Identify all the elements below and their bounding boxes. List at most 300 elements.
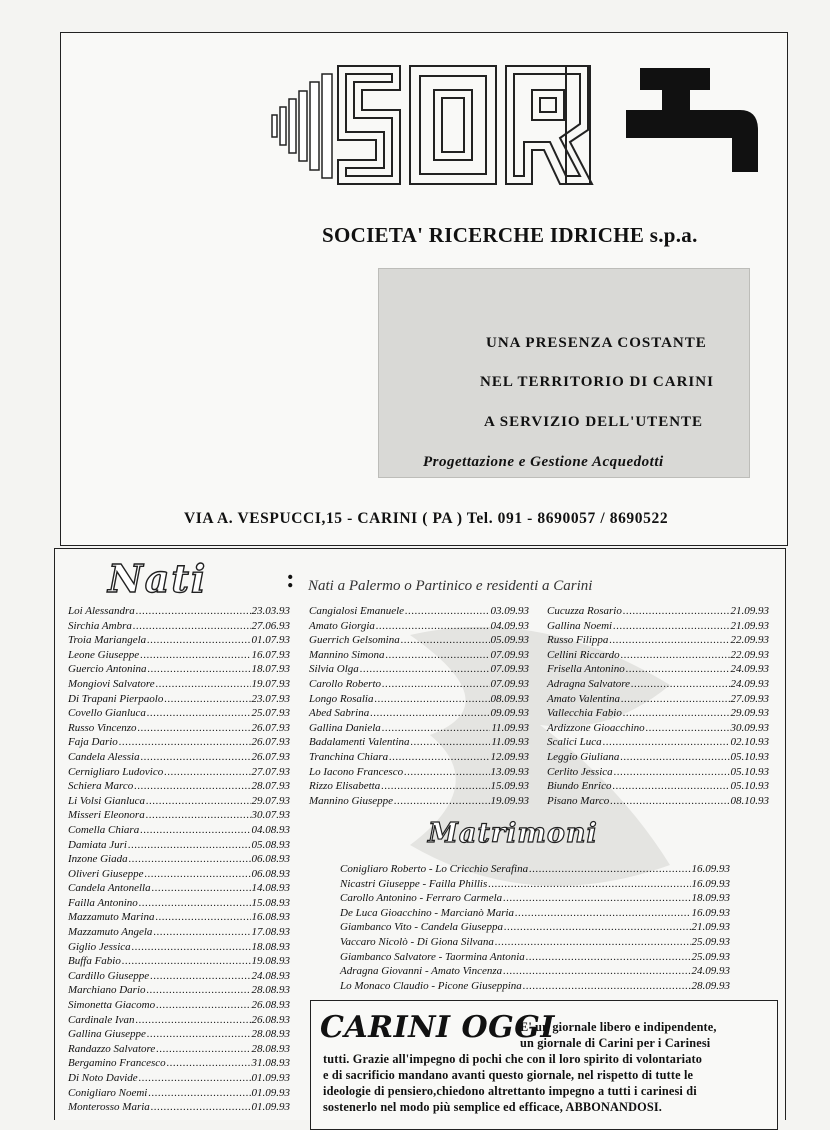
dot-leader [139, 1071, 251, 1086]
entry-name: Guerrich Gelsomina [309, 634, 400, 647]
dot-leader [382, 721, 491, 736]
nati-subtitle: Nati a Palermo o Partinico e residenti a Carini [308, 578, 593, 594]
entry-name: Schiera Marco [68, 780, 134, 793]
birth-entry [547, 619, 769, 634]
dot-leader [151, 1100, 251, 1115]
entry-date: 28.08.93 [251, 1028, 290, 1041]
entry-date: 26.07.93 [251, 736, 290, 749]
entry-name: Nicastri Giuseppe - Failla Phillis [340, 877, 488, 890]
entry-date: 28.09.93 [691, 979, 730, 992]
births-column-3 [547, 604, 769, 808]
entry-date: 24.09.93 [730, 677, 769, 690]
entry-date: 22.09.93 [730, 634, 769, 647]
entry-date: 07.09.93 [490, 648, 529, 661]
entry-date: 25.09.93 [691, 950, 730, 963]
entry-name: Longo Rosalia [309, 692, 374, 705]
birth-entry [68, 954, 290, 969]
matrimoni-title: Matrimoni [428, 818, 598, 849]
dot-leader [612, 779, 729, 794]
entry-name: Adragna Giovanni - Amato Vincenza [340, 965, 503, 978]
birth-entry [68, 721, 290, 736]
marriages-list [340, 862, 730, 993]
birth-entry [309, 706, 529, 721]
entry-date: 28.08.93 [251, 984, 290, 997]
dot-leader [503, 964, 690, 979]
entry-date: 15.08.93 [251, 896, 290, 909]
birth-entry [68, 1027, 290, 1042]
dot-leader [385, 648, 489, 663]
entry-date: 13.09.93 [490, 765, 529, 778]
birth-entry [68, 794, 290, 809]
dot-leader [515, 906, 690, 921]
sori-logo [270, 60, 770, 200]
dot-leader [147, 983, 251, 998]
birth-entry [547, 633, 769, 648]
entry-date: 02.10.93 [730, 736, 769, 749]
entry-name: Marchiano Dario [68, 984, 146, 997]
entry-date: 07.09.93 [490, 663, 529, 676]
entry-date: 01.09.93 [251, 1086, 290, 1099]
entry-date: 18.08.93 [251, 940, 290, 953]
dot-leader [411, 735, 491, 750]
marriage-entry [340, 935, 730, 950]
dot-leader [381, 779, 489, 794]
entry-date: 05.10.93 [730, 750, 769, 763]
dot-leader [164, 765, 250, 780]
dot-leader [129, 852, 251, 867]
dot-leader [134, 779, 250, 794]
entry-date: 06.08.93 [251, 853, 290, 866]
entry-date: 21.09.93 [730, 619, 769, 632]
entry-name: Oliveri Giuseppe [68, 867, 144, 880]
carini-oggi-logo: CARINI OGGI [320, 1010, 555, 1045]
nati-title: Nati [108, 556, 208, 601]
entry-name: Lo Iacono Francesco [309, 765, 404, 778]
oggi-text-line: sostenerlo nel modo più semplice ed efficace, ABBONANDOSI. [323, 1100, 662, 1114]
birth-entry [68, 1100, 290, 1115]
dot-leader [132, 940, 251, 955]
entry-name: Gallina Noemi [547, 619, 613, 632]
dot-leader [609, 633, 729, 648]
birth-entry [68, 750, 290, 765]
entry-date: 29.09.93 [730, 707, 769, 720]
dot-leader [139, 896, 251, 911]
entry-name: Conigliaro Roberto - Lo Cricchio Serafina [340, 863, 529, 875]
birth-entry [68, 867, 290, 882]
entry-date: 29.07.93 [251, 794, 290, 807]
entry-name: Cellini Riccardo [547, 648, 620, 661]
dot-leader [164, 692, 250, 707]
entry-date: 30.07.93 [251, 809, 290, 822]
dot-leader [488, 877, 690, 892]
birth-entry [309, 794, 529, 809]
entry-date: 18.07.93 [251, 663, 290, 676]
entry-date: 04.09.93 [490, 619, 529, 632]
entry-date: 24.08.93 [251, 969, 290, 982]
entry-name: Faja Dario [68, 736, 118, 749]
entry-date: 24.09.93 [691, 965, 730, 978]
dot-leader [138, 721, 251, 736]
dot-leader [529, 862, 690, 877]
dot-leader [146, 808, 251, 823]
birth-entry [309, 779, 529, 794]
entry-name: Mazzamuto Angela [68, 926, 153, 939]
dot-leader [144, 867, 250, 882]
entry-name: Cernigliaro Ludovico [68, 765, 164, 778]
birth-entry [309, 765, 529, 780]
entry-date: 05.08.93 [251, 838, 290, 851]
birth-entry [309, 692, 529, 707]
nati-colon: : [286, 564, 295, 593]
entry-name: Lo Monaco Claudio - Picone Giuseppina [340, 979, 522, 992]
dot-leader [404, 765, 489, 780]
dot-leader [153, 925, 250, 940]
dot-leader [140, 823, 250, 838]
dot-leader [503, 891, 690, 906]
dot-leader [146, 794, 250, 809]
entry-date: 30.09.93 [730, 721, 769, 734]
birth-entry [547, 677, 769, 692]
entry-name: Amato Giorgia [309, 619, 375, 632]
birth-entry [68, 925, 290, 940]
birth-entry [547, 692, 769, 707]
entry-name: Russo Vincenzo [68, 721, 137, 734]
dot-leader [504, 920, 691, 935]
dot-leader [495, 935, 691, 950]
entry-name: Amato Valentina [547, 692, 621, 705]
dot-leader [136, 604, 251, 619]
birth-entry [68, 677, 290, 692]
marriage-entry [340, 877, 730, 892]
entry-name: Biundo Enrico [547, 780, 612, 793]
birth-entry [547, 765, 769, 780]
marriage-entry [340, 964, 730, 979]
entry-date: 28.07.93 [251, 780, 290, 793]
slogan-box [378, 268, 750, 478]
company-name: SOCIETA' RICERCHE IDRICHE s.p.a. [322, 223, 698, 247]
company-address: VIA A. VESPUCCI,15 - CARINI ( PA ) Tel. 091 - 8690057 / 8690522 [184, 510, 669, 527]
birth-entry [68, 969, 290, 984]
birth-entry [309, 735, 529, 750]
entry-date: 08.10.93 [730, 794, 769, 807]
dot-leader [623, 706, 730, 721]
birth-entry [547, 604, 769, 619]
entry-date: 16.07.93 [251, 648, 290, 661]
entry-name: Leone Giuseppe [68, 648, 140, 661]
entry-name: Loi Alessandra [68, 605, 135, 617]
entry-name: Candela Antonella [68, 882, 151, 895]
entry-date: 27.06.93 [251, 619, 290, 632]
entry-date: 11.09.93 [491, 721, 529, 734]
birth-entry [68, 619, 290, 634]
entry-name: Troia Mariangela [68, 634, 147, 647]
dot-leader [147, 1027, 251, 1042]
oggi-text-line: e di sacrificio mandano avanti questo giornale, nel rispetto di tutte le [323, 1068, 694, 1082]
dot-leader [156, 998, 250, 1013]
entry-date: 15.09.93 [490, 780, 529, 793]
marriage-entry [340, 862, 730, 877]
entry-date: 14.08.93 [251, 882, 290, 895]
dot-leader [128, 838, 251, 853]
entry-date: 17.08.93 [251, 926, 290, 939]
dot-leader [613, 619, 729, 634]
dot-leader [603, 735, 730, 750]
entry-name: Guercio Antonina [68, 663, 147, 676]
dot-leader [150, 969, 250, 984]
entry-date: 16.08.93 [251, 911, 290, 924]
dot-leader [370, 706, 489, 721]
entry-name: Carollo Roberto [309, 677, 382, 690]
entry-name: Inzone Giada [68, 853, 128, 866]
dot-leader [626, 662, 730, 677]
entry-name: Vaccaro Nicolò - Di Giona Silvana [340, 935, 494, 948]
entry-date: 06.08.93 [251, 867, 290, 880]
birth-entry [309, 721, 529, 736]
birth-entry [68, 881, 290, 896]
birth-entry [68, 692, 290, 707]
birth-entry [309, 677, 529, 692]
dot-leader [155, 910, 250, 925]
entry-name: Giambanco Salvatore - Taormina Antonia [340, 950, 525, 963]
entry-name: Gallina Daniela [309, 721, 381, 734]
dot-leader [621, 692, 729, 707]
birth-entry [309, 604, 529, 619]
entry-date: 09.09.93 [490, 707, 529, 720]
dot-leader [646, 721, 730, 736]
entry-date: 27.09.93 [730, 692, 769, 705]
entry-date: 16.09.93 [691, 863, 730, 875]
dot-leader [610, 794, 729, 809]
entry-name: Damiata Juri [68, 838, 127, 851]
birth-entry [547, 779, 769, 794]
entry-date: 28.08.93 [251, 1042, 290, 1055]
entry-name: Tranchina Chiara [309, 750, 389, 763]
entry-name: Comella Chiara [68, 823, 140, 836]
dot-leader [389, 750, 489, 765]
births-column-2 [309, 604, 529, 808]
entry-date: 05.09.93 [490, 634, 529, 647]
dot-leader [148, 1086, 250, 1101]
entry-date: 01.07.93 [251, 634, 290, 647]
entry-name: Cangialosi Emanuele [309, 605, 405, 617]
dot-leader [631, 677, 730, 692]
entry-name: Li Volsi Gianluca [68, 794, 146, 807]
marriage-entry [340, 950, 730, 965]
dot-leader [133, 619, 251, 634]
entry-name: Ardizzone Gioacchino [547, 721, 645, 734]
dot-leader [167, 1056, 251, 1071]
birth-entry [68, 765, 290, 780]
entry-name: Buffa Fabio [68, 955, 121, 968]
birth-entry [68, 808, 290, 823]
entry-date: 19.08.93 [251, 955, 290, 968]
entry-date: 25.09.93 [691, 935, 730, 948]
entry-date: 25.07.93 [251, 707, 290, 720]
entry-name: De Luca Gioacchino - Marcianò Maria [340, 906, 515, 919]
entry-date: 31.08.93 [251, 1057, 290, 1070]
birth-entry [309, 662, 529, 677]
entry-name: Simonetta Giacomo [68, 999, 156, 1012]
birth-entry [309, 648, 529, 663]
birth-entry [68, 735, 290, 750]
entry-date: 26.08.93 [251, 999, 290, 1012]
entry-name: Russo Filippa [547, 634, 609, 647]
dot-leader [141, 750, 251, 765]
entry-name: Cardillo Giuseppe [68, 969, 150, 982]
birth-entry [547, 648, 769, 663]
dot-leader [156, 677, 251, 692]
entry-name: Cardinale Ivan [68, 1013, 135, 1026]
birth-entry [68, 706, 290, 721]
entry-date: 11.09.93 [491, 736, 529, 749]
entry-date: 22.09.93 [730, 648, 769, 661]
birth-entry [68, 852, 290, 867]
dot-leader [136, 1013, 251, 1028]
dot-leader [147, 633, 250, 648]
birth-entry [68, 940, 290, 955]
entry-date: 21.09.93 [691, 921, 730, 934]
entry-date: 26.07.93 [251, 721, 290, 734]
slogan-line-3: A SERVIZIO DELL'UTENTE [484, 414, 704, 430]
dot-leader [620, 750, 729, 765]
entry-date: 19.09.93 [490, 794, 529, 807]
entry-name: Monterosso Maria [68, 1101, 150, 1114]
entry-name: Mannino Simona [309, 648, 385, 661]
birth-entry [547, 735, 769, 750]
birth-entry [68, 1013, 290, 1028]
entry-date: 16.09.93 [691, 906, 730, 919]
slogan-line-1: UNA PRESENZA COSTANTE [486, 335, 707, 351]
entry-name: Cerlito Jessica [547, 765, 613, 778]
entry-name: Frisella Antonino [547, 663, 625, 676]
birth-entry [547, 706, 769, 721]
entry-date: 23.03.93 [251, 605, 290, 617]
entry-name: Di Noto Davide [68, 1072, 138, 1084]
dot-leader [614, 765, 730, 780]
entry-name: Candela Alessia [68, 750, 140, 763]
dot-leader [122, 954, 251, 969]
birth-entry [68, 838, 290, 853]
dot-leader [140, 648, 250, 663]
oggi-text-line: un giornale di Carini per i Carinesi [520, 1036, 711, 1050]
entry-name: Covello Gianluca [68, 707, 146, 720]
entry-name: Adragna Salvatore [547, 677, 630, 690]
entry-name: Mannino Giuseppe [309, 794, 394, 807]
entry-name: Bergamino Francesco [68, 1057, 166, 1070]
entry-name: Abed Sabrina [309, 707, 370, 720]
entry-date: 19.07.93 [251, 677, 290, 690]
dot-leader [623, 604, 730, 619]
dot-leader [152, 881, 251, 896]
entry-name: Pisano Marco [547, 794, 610, 807]
births-column-1 [68, 604, 290, 1115]
entry-date: 12.09.93 [490, 750, 529, 763]
oggi-text-line: tutti. Grazie all'impegno di pochi che con il loro spirito di volontariato [323, 1052, 703, 1066]
birth-entry [68, 998, 290, 1013]
marriage-entry [340, 920, 730, 935]
birth-entry [68, 1056, 290, 1071]
entry-date: 05.10.93 [730, 765, 769, 778]
marriage-entry [340, 906, 730, 921]
birth-entry [68, 1042, 290, 1057]
dot-leader [376, 619, 490, 634]
birth-entry [547, 721, 769, 736]
entry-name: Carollo Antonino - Ferraro Carmela [340, 892, 503, 905]
entry-date: 21.09.93 [730, 605, 769, 617]
entry-date: 24.09.93 [730, 663, 769, 676]
entry-name: Silvia Olga [309, 663, 359, 676]
dot-leader [394, 794, 489, 809]
entry-name: Badalamenti Valentina [309, 736, 410, 749]
entry-name: Leggio Giuliana [547, 750, 620, 763]
entry-name: Di Trapani Pierpaolo [68, 692, 164, 705]
entry-date: 05.10.93 [730, 780, 769, 793]
birth-entry [68, 910, 290, 925]
entry-date: 18.09.93 [691, 892, 730, 905]
birth-entry [309, 633, 529, 648]
dot-leader [621, 648, 730, 663]
dot-leader [147, 706, 251, 721]
entry-date: 01.09.93 [251, 1072, 290, 1084]
birth-entry [547, 662, 769, 677]
entry-date: 26.07.93 [251, 750, 290, 763]
entry-name: Gallina Giuseppe [68, 1028, 146, 1041]
entry-date: 07.09.93 [490, 677, 529, 690]
entry-date: 04.08.93 [251, 823, 290, 836]
dot-leader [360, 662, 490, 677]
dot-leader [405, 604, 489, 619]
entry-name: Misseri Eleonora [68, 809, 145, 822]
birth-entry [68, 662, 290, 677]
entry-date: 08.09.93 [490, 692, 529, 705]
birth-entry [547, 750, 769, 765]
entry-name: Mazzamuto Marina [68, 911, 155, 924]
entry-name: Rizzo Elisabetta [309, 780, 381, 793]
entry-name: Conigliaro Noemi [68, 1086, 148, 1099]
birth-entry [68, 983, 290, 998]
entry-name: Giambanco Vito - Candela Giuseppa [340, 921, 503, 934]
entry-name: Mongiovi Salvatore [68, 677, 155, 690]
oggi-text-line: ideologie di pensiero,chiedono altrettanto impegno a tutti i carinesi di [323, 1084, 697, 1098]
entry-date: 26.08.93 [251, 1013, 290, 1026]
oggi-text-line: E' un giornale libero e indipendente, [520, 1020, 717, 1034]
birth-entry [68, 1071, 290, 1086]
birth-entry [68, 823, 290, 838]
birth-entry [547, 794, 769, 809]
dot-leader [523, 979, 691, 994]
dot-leader [374, 692, 489, 707]
entry-name: Giglio Jessica [68, 940, 131, 953]
entry-date: 16.09.93 [691, 877, 730, 890]
dot-leader [156, 1042, 250, 1057]
birth-entry [309, 750, 529, 765]
entry-date: 23.07.93 [251, 692, 290, 705]
slogan-line-2: NEL TERRITORIO DI CARINI [480, 374, 714, 390]
entry-date: 03.09.93 [490, 605, 529, 617]
service-line: Progettazione e Gestione Acquedotti [423, 454, 664, 470]
entry-name: Randazzo Salvatore [68, 1042, 156, 1055]
birth-entry [68, 779, 290, 794]
dot-leader [119, 735, 251, 750]
birth-entry [68, 648, 290, 663]
birth-entry [68, 896, 290, 911]
dot-leader [401, 633, 490, 648]
marriage-entry [340, 891, 730, 906]
dot-leader [382, 677, 489, 692]
dot-leader [148, 662, 251, 677]
entry-date: 01.09.93 [251, 1101, 290, 1114]
entry-name: Sirchia Ambra [68, 619, 132, 632]
